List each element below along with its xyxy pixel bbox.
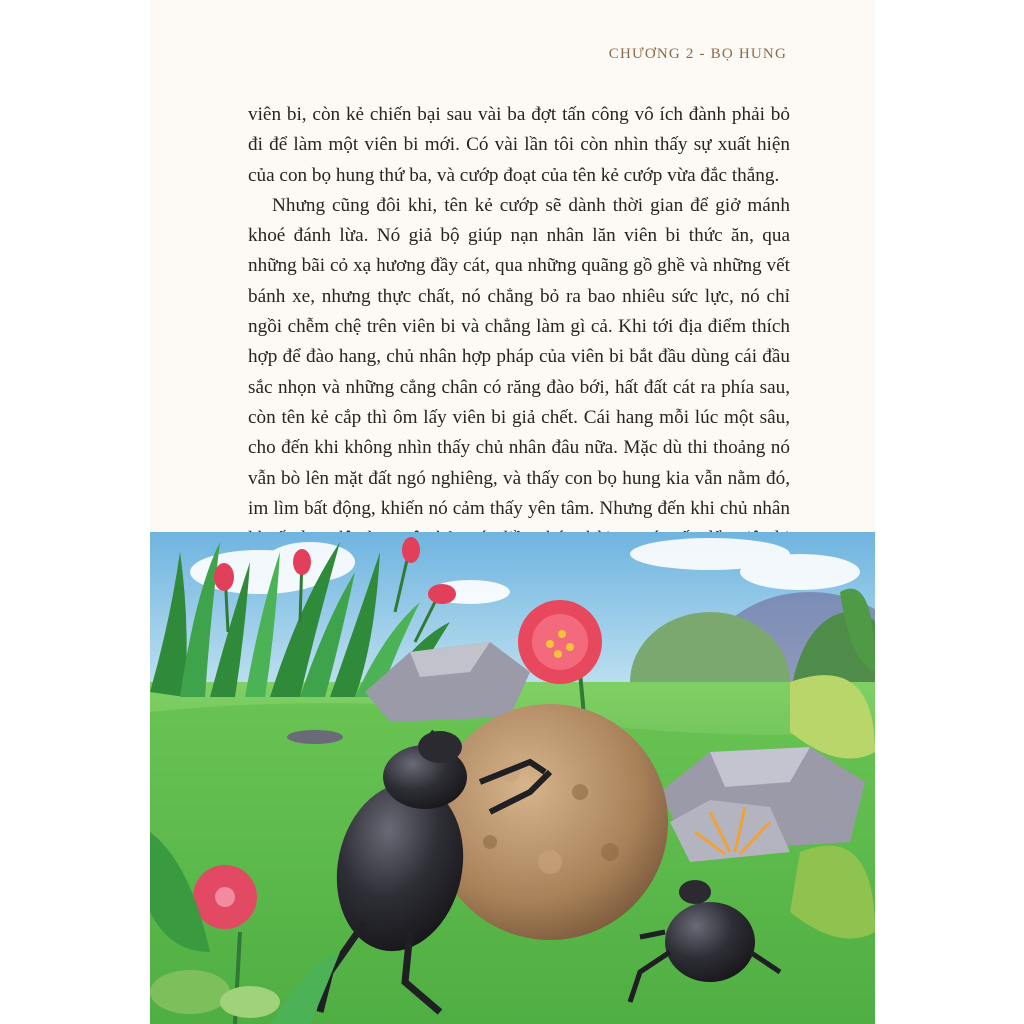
- beetle-illustration: [150, 532, 875, 1024]
- dung-ball: [432, 704, 668, 940]
- book-page: [150, 0, 875, 1024]
- body-text: [248, 100, 790, 585]
- paragraph-1: viên bi, còn kẻ chiến bại sau vài ba đợt tấn công vô ích đành phải bỏ đi để làm một viên bi mới. Có vài lần tôi còn nhìn thấy sự xuất hiện của con bọ hung thứ ba, và cướp đoạt của tên kẻ cướp vừa đắc thắng.: [248, 104, 790, 186]
- paragraph-2: Nhưng cũng đôi khi, tên kẻ cướp sẽ dành thời gian để giở mánh khoé đánh lừa. Nó giả bộ giúp nạn nhân lăn viên bi thức ăn, qua những bãi cỏ xạ hương đầy cát, qua những quãng gồ ghề và những vết bánh xe, nhưng thực chất, nó chẳng bỏ ra bao nhiêu sức lực, nó chỉ ngồi chễm chệ trên viên bi và chẳng làm gì cả. Khi tới địa điểm thích hợp để đào hang, chủ nhân hợp pháp của viên bi bắt đầu dùng cái đầu sắc nhọn và những cẳng chân có răng đào bới, hất đất cát ra phía sau, còn tên kẻ cắp thì ôm lấy viên bi giả chết. Cái hang mỗi lúc một sâu, cho đến khi không nhìn thấy chủ nhân đâu nữa. Mặc dù thi thoảng nó vẫn bò lên mặt đất ngó nghiêng, và thấy con bọ hung kia vẫn nằm đó, im lìm bất động, khiến nó cảm thấy yên tâm. Nhưng đến khi chủ nhân: [248, 194, 790, 519]
- chapter-running-header: CHƯƠNG 2 - BỌ HUNG: [608, 46, 787, 62]
